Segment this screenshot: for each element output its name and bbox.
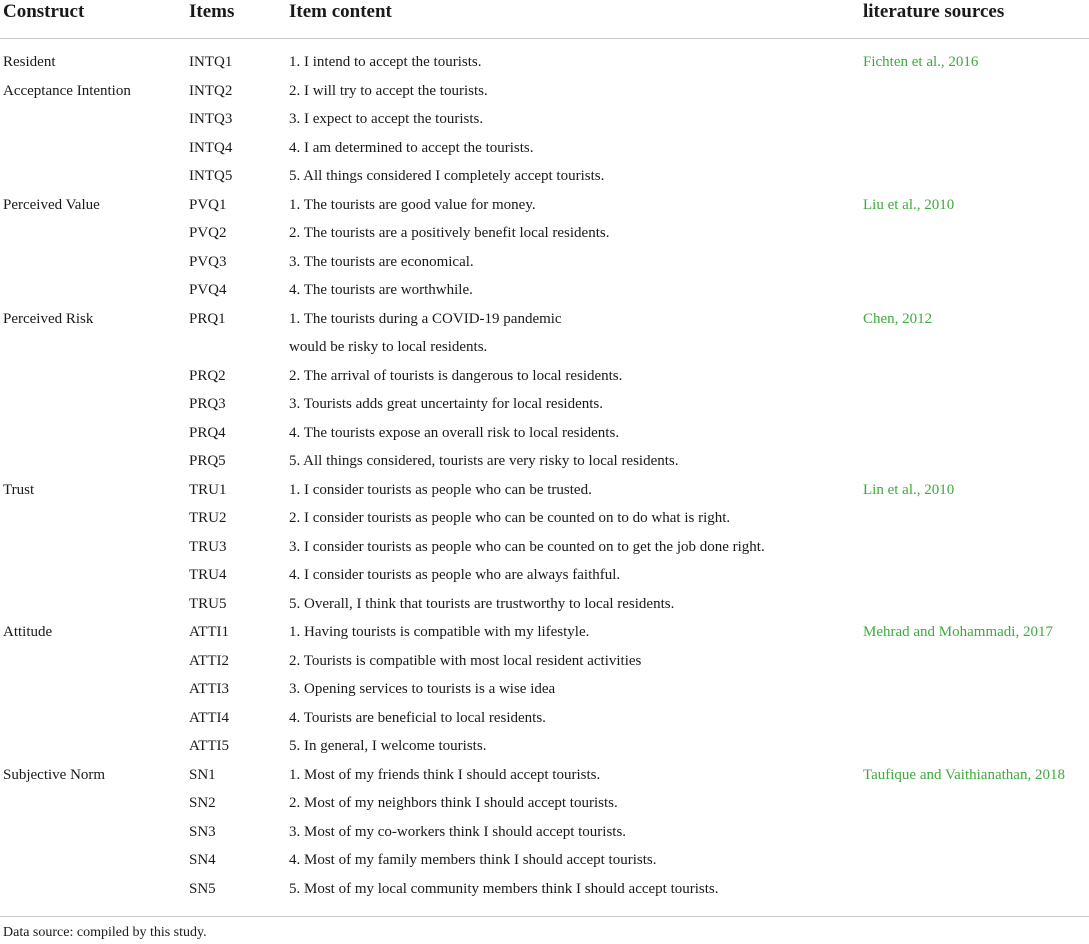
- item-content-cell: 3. Most of my co-workers think I should accept tourists.: [289, 823, 627, 840]
- table-row: [0, 362, 1089, 391]
- item-content-cell: 3. I expect to accept the tourists.: [289, 111, 484, 127]
- construct-cell: Subjective Norm: [3, 766, 106, 783]
- item-code-cell: PRQ5: [189, 453, 226, 469]
- item-content-cell: 3. Tourists adds great uncertainty for local residents.: [289, 396, 604, 412]
- construct-cell: Perceived Risk: [3, 310, 94, 327]
- table-row: [0, 248, 1089, 277]
- item-code-cell: INTQ4: [189, 139, 233, 156]
- item-content-cell: 5. All things considered, tourists are very risky to local residents.: [289, 453, 679, 469]
- item-code-cell: ATTI4: [189, 709, 229, 726]
- table-row: [0, 761, 1089, 790]
- item-content-cell: 1. I consider tourists as people who can be trusted.: [289, 481, 592, 498]
- item-code-cell: SN3: [189, 823, 216, 840]
- table-row: [0, 476, 1089, 505]
- item-code-cell: PVQ2: [189, 225, 227, 241]
- item-code-cell: PVQ3: [189, 253, 227, 270]
- item-code-cell: ATTI5: [189, 738, 229, 754]
- table-row: [0, 846, 1089, 875]
- construct-cell: Perceived Value: [3, 196, 100, 213]
- construct-cell: Attitude: [3, 624, 53, 640]
- table-footnote: Data source: compiled by this study.: [3, 925, 207, 940]
- item-code-cell: INTQ2: [189, 82, 233, 99]
- item-content-cell: 2. The arrival of tourists is dangerous to local residents.: [289, 367, 623, 384]
- table-row: [0, 875, 1089, 904]
- item-code-cell: SN2: [189, 795, 216, 811]
- item-content-cell: 2. Tourists is compatible with most local resident activities: [289, 652, 642, 669]
- item-content-cell: 1. The tourists during a COVID-19 pandemic: [289, 310, 562, 327]
- table-body: [0, 48, 1089, 903]
- literature-source-link[interactable]: Chen, 2012: [863, 310, 933, 327]
- item-code-cell: ATTI3: [189, 681, 229, 697]
- table-row: [0, 533, 1089, 562]
- item-content-cell: 5. Overall, I think that tourists are trustworthy to local residents.: [289, 595, 675, 612]
- table-row: [0, 675, 1089, 704]
- item-code-cell: ATTI2: [189, 652, 229, 669]
- literature-source-link[interactable]: Taufique and Vaithianathan, 2018: [863, 766, 1065, 783]
- table-row: [0, 191, 1089, 220]
- item-code-cell: TRU5: [189, 595, 227, 612]
- item-content-cell: 4. The tourists are worthwhile.: [289, 282, 473, 298]
- table-row: [0, 48, 1089, 77]
- table-row: [0, 305, 1089, 334]
- table-row: [0, 333, 1089, 362]
- literature-source-link[interactable]: Lin et al., 2010: [863, 481, 955, 498]
- item-code-cell: SN4: [189, 852, 216, 868]
- item-content-cell: 2. Most of my neighbors think I should accept tourists.: [289, 795, 618, 811]
- item-code-cell: TRU2: [189, 510, 227, 526]
- item-code-cell: ATTI1: [189, 624, 229, 640]
- construct-cell: Acceptance Intention: [3, 82, 131, 99]
- literature-source-link[interactable]: Mehrad and Mohammadi, 2017: [863, 624, 1053, 640]
- item-content-cell: 4. The tourists expose an overall risk to local residents.: [289, 424, 620, 441]
- item-content-cell: 4. Most of my family members think I should accept tourists.: [289, 852, 657, 868]
- table-row: [0, 647, 1089, 676]
- item-content-cell: 3. I consider tourists as people who can be counted on to get the job done right.: [289, 538, 765, 555]
- table-row: [0, 77, 1089, 106]
- table-bottom-divider: [0, 916, 1089, 917]
- item-content-cell: 3. Opening services to tourists is a wise idea: [289, 681, 556, 697]
- item-code-cell: TRU4: [189, 567, 227, 583]
- table-header: [0, 0, 1089, 38]
- table-row: [0, 219, 1089, 248]
- table-row: [0, 419, 1089, 448]
- item-code-cell: PRQ1: [189, 310, 226, 327]
- table-row: [0, 504, 1089, 533]
- item-content-cell: 1. I intend to accept the tourists.: [289, 54, 482, 70]
- table-row: [0, 561, 1089, 590]
- literature-source-link[interactable]: Liu et al., 2010: [863, 196, 955, 213]
- literature-source-link[interactable]: Fichten et al., 2016: [863, 54, 979, 70]
- item-content-cell: 1. Most of my friends think I should accept tourists.: [289, 766, 601, 783]
- table-row: [0, 789, 1089, 818]
- table-row: [0, 704, 1089, 733]
- item-code-cell: PRQ2: [189, 367, 226, 384]
- item-code-cell: INTQ3: [189, 111, 233, 127]
- header-construct: Construct: [3, 1, 85, 22]
- item-code-cell: SN5: [189, 880, 216, 897]
- table-row: [0, 390, 1089, 419]
- item-content-cell: 3. The tourists are economical.: [289, 253, 474, 270]
- item-code-cell: PRQ4: [189, 424, 226, 441]
- table-row: [0, 732, 1089, 761]
- table-row: [0, 818, 1089, 847]
- item-content-cell: 2. I will try to accept the tourists.: [289, 82, 488, 99]
- table-row: [0, 276, 1089, 305]
- item-content-cell: 1. Having tourists is compatible with my lifestyle.: [289, 624, 590, 640]
- table-row: [0, 105, 1089, 134]
- table-row: [0, 162, 1089, 191]
- header-item-content: Item content: [289, 1, 392, 22]
- table-row: [0, 590, 1089, 619]
- construct-cell: Resident: [3, 54, 56, 70]
- item-code-cell: INTQ1: [189, 54, 233, 70]
- item-code-cell: PVQ4: [189, 282, 227, 298]
- item-code-cell: PVQ1: [189, 196, 227, 213]
- item-content-cell: 5. Most of my local community members think I should accept tourists.: [289, 880, 719, 897]
- table-row: [0, 447, 1089, 476]
- item-code-cell: PRQ3: [189, 396, 226, 412]
- header-literature-sources: literature sources: [863, 1, 1005, 22]
- item-content-cell: 4. I am determined to accept the tourists.: [289, 139, 534, 156]
- item-code-cell: SN1: [189, 766, 216, 783]
- item-content-cell: 5. All things considered I completely accept tourists.: [289, 168, 605, 184]
- item-content-cell: 2. The tourists are a positively benefit local residents.: [289, 225, 610, 241]
- item-content-cell: would be risky to local residents.: [289, 339, 488, 355]
- item-content-cell: 1. The tourists are good value for money.: [289, 196, 536, 213]
- item-content-cell: 5. In general, I welcome tourists.: [289, 738, 487, 754]
- table-row: [0, 618, 1089, 647]
- item-content-cell: 4. Tourists are beneficial to local residents.: [289, 709, 546, 726]
- item-content-cell: 2. I consider tourists as people who can be counted on to do what is right.: [289, 510, 731, 526]
- item-code-cell: TRU1: [189, 481, 227, 498]
- header-items: Items: [189, 1, 235, 22]
- construct-cell: Trust: [3, 481, 35, 498]
- item-code-cell: TRU3: [189, 538, 227, 555]
- item-content-cell: 4. I consider tourists as people who are always faithful.: [289, 567, 621, 583]
- item-code-cell: INTQ5: [189, 168, 233, 184]
- table-row: [0, 134, 1089, 163]
- header-divider: [0, 38, 1089, 39]
